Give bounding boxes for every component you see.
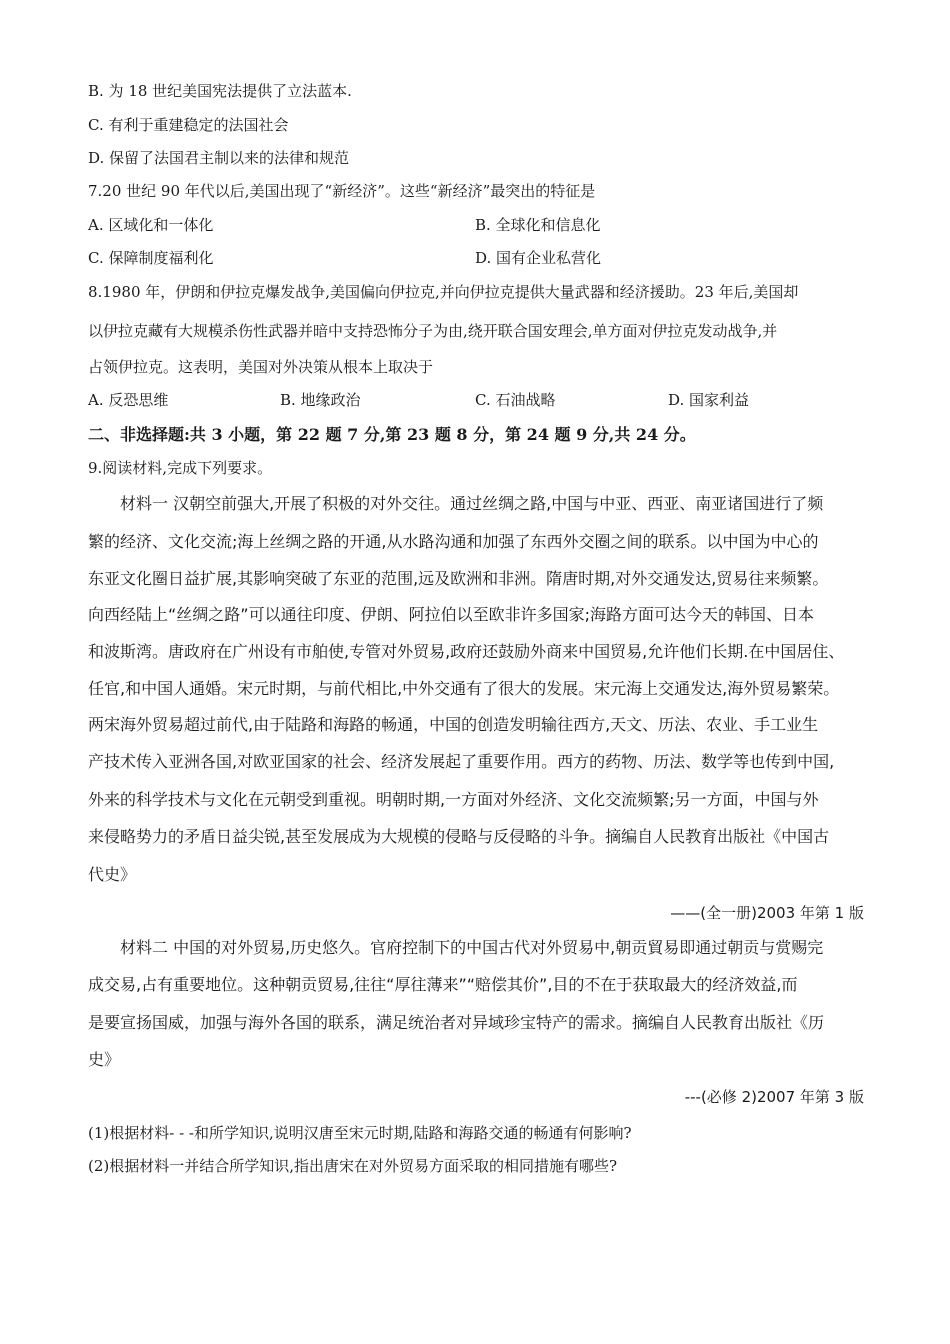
- q8-option-a: A. 反恐思维: [88, 391, 169, 409]
- material-1-line: 东亚文化圈日益扩展,其影响突破了东亚的范围,远及欧洲和非洲。隋唐时期,对外交通发达,贸易往来频繁。: [88, 569, 829, 588]
- q8-option-c: C. 石油战略: [475, 391, 556, 409]
- q6-option-d: D. 保留了法国君主制以来的法律和规范: [88, 149, 350, 167]
- q7-option-d: D. 国有企业私营化: [475, 249, 602, 267]
- material-2-line: 史》: [88, 1050, 121, 1069]
- q8-stem-line1: 8.1980 年，伊朗和伊拉克爆发战争,美国偏向伊拉克,并向伊拉克提供大量武器和经济援助。23 年后,美国却: [88, 283, 799, 301]
- material-2-line: 成交易,占有重要地位。这种朝贡贸易,往往“厚往薄来”“赔偿其价”,目的不在于获取最大的经济效益,而: [88, 975, 798, 994]
- material-1-line: 代史》: [88, 865, 137, 884]
- q7-stem: 7.20 世纪 90 年代以后,美国出现了“新经济”。这些“新经济”最突出的特征是: [88, 182, 596, 200]
- q8-option-d: D. 国家利益: [668, 391, 750, 409]
- q9-subquestion-2: (2)根据材料一并结合所学知识,指出唐宋在对外贸易方面采取的相同措施有哪些?: [88, 1157, 618, 1175]
- material-1-line: 向西经陆上“丝绸之路”可以通往印度、伊朗、阿拉伯以至欧非许多国家;海路方面可达今天的韩国、日本: [88, 605, 814, 624]
- q8-option-b: B. 地缘政治: [280, 391, 361, 409]
- material-1-line: 外来的科学技术与文化在元朝受到重视。明朝时期,一方面对外经济、文化交流频繁;另一方面，中国与外: [88, 790, 819, 809]
- q7-option-c: C. 保障制度福利化: [88, 249, 214, 267]
- material-1-line: 繁的经济、文化交流;海上丝绸之路的开通,从水路沟通和加强了东西外交圈之间的联系。以中国为中心的: [88, 532, 819, 551]
- q6-option-b: B. 为 18 世纪美国宪法提供了立法蓝本.: [88, 82, 352, 100]
- material-2-line: 是要宣扬国威，加强与海外各国的联系，满足统治者对异域珍宝特产的需求。摘编自人民教育出版社《历: [88, 1013, 825, 1032]
- material-1-line: 材料一 汉朝空前强大,开展了积极的对外交往。通过丝绸之路,中国与中亚、西亚、南亚诸国进行了频: [120, 494, 824, 513]
- q7-option-b: B. 全球化和信息化: [475, 216, 601, 234]
- material-1-line: 来侵略势力的矛盾日益尖锐,甚至发展成为大规模的侵略与反侵略的斗争。摘编自人民教育出版社《中国古: [88, 827, 830, 846]
- q9-subquestion-1: (1)根据材料- - -和所学知识,说明汉唐至宋元时期,陆路和海路交通的畅通有何影响?: [88, 1124, 632, 1142]
- q9-stem: 9.阅读材料,完成下列要求。: [88, 459, 273, 477]
- material-1-line: 和波斯湾。唐政府在广州设有市舶使,专管对外贸易,政府还鼓励外商来中国贸易,允许他们长期.在中国居住、: [88, 642, 845, 661]
- q8-stem-line2: 以伊拉克藏有大规模杀伤性武器并暗中支持恐怖分子为由,绕开联合国安理会,单方面对伊拉克发动战争,并: [88, 322, 778, 340]
- q8-stem-line3: 占领伊拉克。这表明，美国对外决策从根本上取决于: [88, 358, 434, 376]
- material-1-line: 任官,和中国人通婚。宋元时期，与前代相比,中外交通有了很大的发展。宋元海上交通发达,海外贸易繁荣。: [88, 679, 840, 698]
- material-1-line: 两宋海外贸易超过前代,由于陆路和海路的畅通，中国的创造发明输往西方,天文、历法、农业、手工业生: [88, 715, 819, 734]
- material-1-source: ——(全一册)2003 年第 1 版: [670, 904, 864, 922]
- q7-option-a: A. 区域化和一体化: [88, 216, 214, 234]
- material-1-line: 产技术传入亚洲各国,对欧亚国家的社会、经济发展起了重要作用。西方的药物、历法、数学等也传到中国,: [88, 752, 835, 771]
- material-2-line: 材料二 中国的对外贸易,历史悠久。官府控制下的中国古代对外贸易中,朝贡貿易即通过朝贡与赏赐完: [120, 938, 824, 957]
- q6-option-c: C. 有利于重建稳定的法国社会: [88, 116, 289, 134]
- material-2-source: ---(必修 2)2007 年第 3 版: [684, 1088, 864, 1106]
- section-2-heading: 二、非选择题:共 3 小题，第 22 题 7 分,第 23 题 8 分，第 24 题 9 分,共 24 分。: [88, 425, 696, 444]
